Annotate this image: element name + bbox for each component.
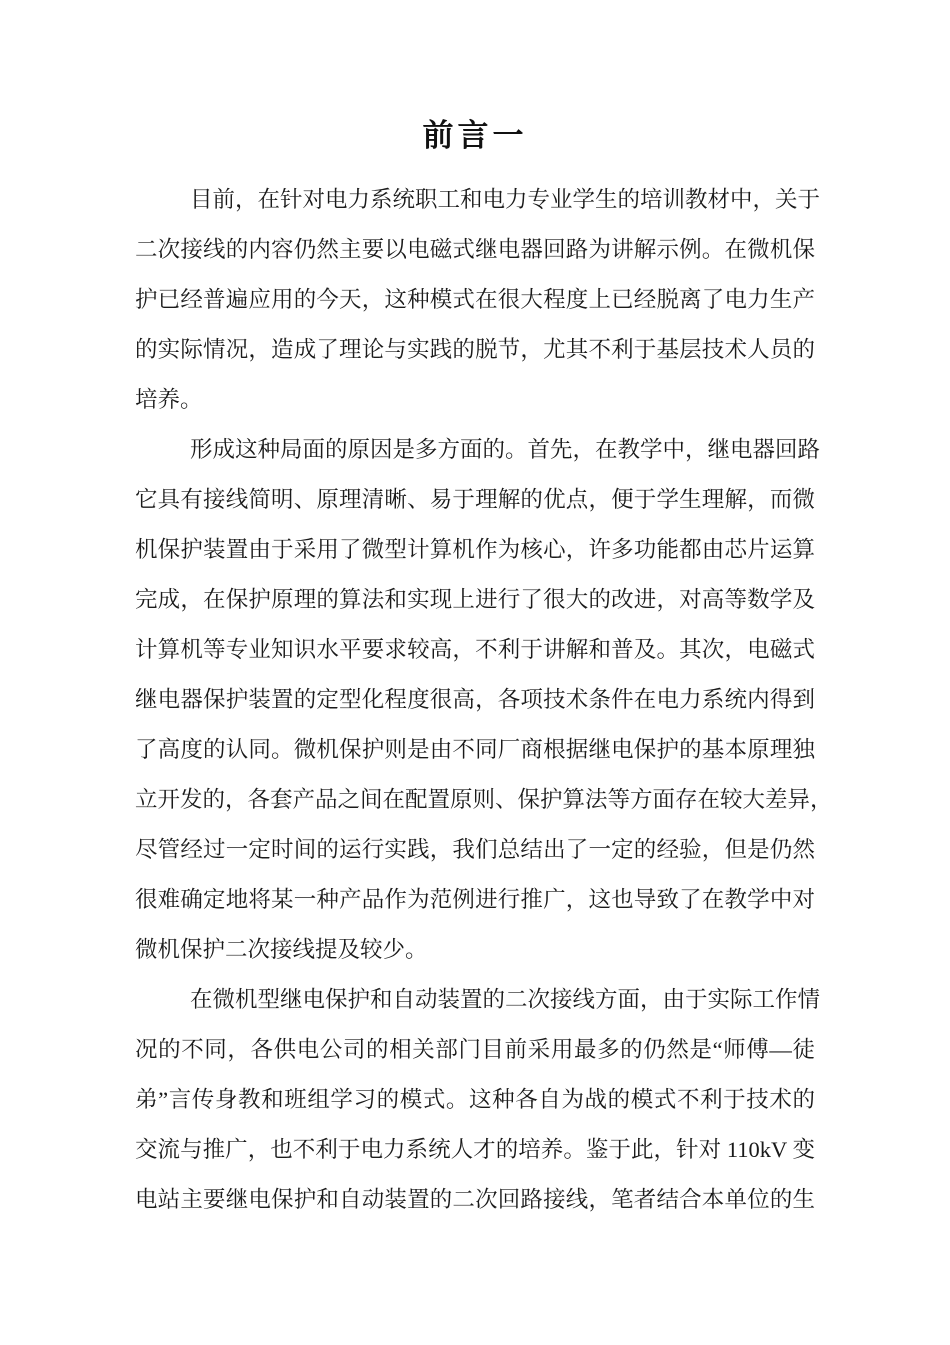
text-line: 很难确定地将某一种产品作为范例进行推广，这也导致了在教学中对: [135, 887, 815, 912]
page-title: 前言一: [422, 118, 528, 153]
text-line: 交流与推广，也不利于电力系统人才的培养。鉴于此，针对 110kV 变: [135, 1137, 815, 1162]
text-line: 培养。: [135, 387, 203, 412]
text-line: 的实际情况，造成了理论与实践的脱节，尤其不利于基层技术人员的: [135, 337, 815, 362]
text-line: 计算机等专业知识水平要求较高，不利于讲解和普及。其次，电磁式: [135, 637, 815, 662]
body-text: [135, 175, 833, 1225]
text-line: 它具有接线简明、原理清晰、易于理解的优点，便于学生理解，而微: [135, 487, 815, 512]
paragraph-3: [135, 975, 821, 1225]
text-line: 况的不同，各供电公司的相关部门目前采用最多的仍然是“师傅—徒: [135, 1037, 815, 1062]
text-line: 了高度的认同。微机保护则是由不同厂商根据继电保护的基本原理独: [135, 737, 815, 762]
text-line: 电站主要继电保护和自动装置的二次回路接线，笔者结合本单位的生: [135, 1187, 815, 1212]
paragraph-2: [135, 425, 833, 975]
text-line: 在微机型继电保护和自动装置的二次接线方面，由于实际工作情: [190, 987, 821, 1012]
text-line: 机保护装置由于采用了微型计算机作为核心，许多功能都由芯片运算: [135, 537, 815, 562]
text-line: 微机保护二次接线提及较少。: [135, 937, 428, 962]
text-line: 二次接线的内容仍然主要以电磁式继电器回路为讲解示例。在微机保: [135, 237, 815, 262]
text-line: 形成这种局面的原因是多方面的。首先，在教学中，继电器回路: [190, 437, 821, 462]
text-line: 尽管经过一定时间的运行实践，我们总结出了一定的经验，但是仍然: [135, 837, 815, 862]
text-line: 立开发的，各套产品之间在配置原则、保护算法等方面存在较大差异，: [135, 787, 833, 812]
text-line: 护已经普遍应用的今天，这种模式在很大程度上已经脱离了电力生产: [135, 287, 815, 312]
text-line: 继电器保护装置的定型化程度很高，各项技术条件在电力系统内得到: [135, 687, 815, 712]
text-line: 完成，在保护原理的算法和实现上进行了很大的改进，对高等数学及: [135, 587, 815, 612]
text-line: 弟”言传身教和班组学习的模式。这种各自为战的模式不利于技术的: [135, 1087, 815, 1112]
text-line: 目前，在针对电力系统职工和电力专业学生的培训教材中，关于: [190, 187, 821, 212]
paragraph-1: [135, 175, 821, 425]
